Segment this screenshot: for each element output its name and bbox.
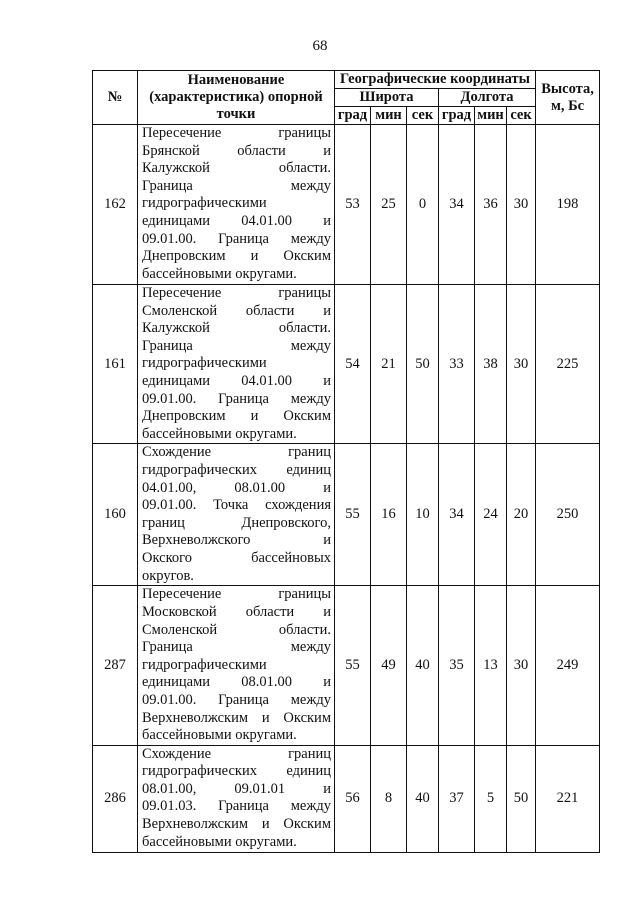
row-number: 286 [93,745,138,852]
cell-lon-sec: 30 [507,285,536,444]
description-line: Пересечение границы [142,285,331,301]
cell-lon-grad: 34 [439,125,475,285]
cell-height: 250 [536,444,600,586]
cell-lat-grad: 55 [335,444,371,586]
description-line: бассейновыми округами. [142,425,297,442]
table-row [93,745,600,852]
description-line: Калужской области. [142,320,331,337]
description-line: 08.01.00, 09.01.01 и [142,780,331,797]
row-description [138,745,335,852]
table-row [93,285,600,444]
row-description [138,586,335,745]
description-line: Верхневолжского и [142,532,331,549]
description-line: единицами 04.01.00 и [142,212,331,229]
description-line: Пересечение границы [142,125,331,141]
description-line: бассейновыми округами. [142,727,297,744]
description-line: 09.01.00. Граница между [142,691,331,708]
description-line: 09.01.00. Граница между [142,390,331,407]
description-line: гидрографических единиц [142,461,331,478]
cell-lat-grad: 53 [335,125,371,285]
cell-lon-sec: 20 [507,444,536,586]
description-line: бассейновыми округами. [142,265,297,282]
header-geo: Географические координаты [335,71,536,89]
description-line: Схождение границ [142,444,331,461]
cell-lat-min: 49 [371,586,407,745]
description-line: Днепровским и Окским [142,248,331,265]
description-line: границ Днепровского, [142,514,331,531]
description-line: Граница между [142,337,331,354]
description-line: 09.01.00. Граница между [142,230,331,247]
cell-lon-sec: 30 [507,586,536,745]
cell-height: 225 [536,285,600,444]
row-number: 287 [93,586,138,745]
header-lon-grad: град [439,107,475,125]
description-line: бассейновыми округами. [142,833,297,850]
cell-lat-sec: 0 [407,125,439,285]
description-line: 09.01.03. Граница между [142,798,331,815]
cell-lat-sec: 40 [407,586,439,745]
header-lat: Широта [335,89,439,107]
cell-lat-grad: 54 [335,285,371,444]
description-line: Днепровским и Окским [142,408,331,425]
cell-lat-grad: 56 [335,745,371,852]
cell-lon-min: 36 [475,125,507,285]
cell-height: 221 [536,745,600,852]
cell-lon-sec: 30 [507,125,536,285]
table-body [93,125,600,853]
cell-lon-grad: 34 [439,444,475,586]
description-line: Смоленской области и [142,302,331,319]
cell-lat-min: 25 [371,125,407,285]
row-number: 161 [93,285,138,444]
header-lon-min: мин [475,107,507,125]
row-description [138,125,335,285]
cell-lon-grad: 37 [439,745,475,852]
cell-lat-sec: 10 [407,444,439,586]
description-line: 09.01.00. Точка схождения [142,497,331,514]
cell-lat-min: 16 [371,444,407,586]
header-lon: Долгота [439,89,536,107]
cell-lon-min: 24 [475,444,507,586]
header-lat-min: мин [371,107,407,125]
description-line: округов. [142,567,194,584]
row-number: 160 [93,444,138,586]
description-line: Граница между [142,639,331,656]
cell-lon-min: 13 [475,586,507,745]
header-name: Наименование (характеристика) опорной точки [138,71,335,125]
cell-lon-grad: 33 [439,285,475,444]
cell-lon-min: 38 [475,285,507,444]
header-num: № [93,71,138,125]
row-description [138,285,335,444]
description-line: Граница между [142,177,331,194]
description-line: единицами 04.01.00 и [142,372,331,389]
cell-height: 249 [536,586,600,745]
header-height: Высота, м, Бс [536,71,600,125]
description-line: Калужской области. [142,160,331,177]
row-number: 162 [93,125,138,285]
description-line: Схождение границ [142,745,331,762]
header-lon-sec: сек [507,107,536,125]
header-lat-sec: сек [407,107,439,125]
description-line: единицами 08.01.00 и [142,674,331,691]
cell-lon-min: 5 [475,745,507,852]
cell-lon-sec: 50 [507,745,536,852]
table-header [93,71,600,125]
cell-lon-grad: 35 [439,586,475,745]
description-line: Брянской области и [142,142,331,159]
table-row [93,586,600,745]
description-line: 04.01.00, 08.01.00 и [142,479,331,496]
description-line: Верхневолжским и Окским [142,709,331,726]
description-line: Смоленской области. [142,621,331,638]
header-lat-grad: град [335,107,371,125]
description-line: Верхневолжским и Окским [142,816,331,833]
cell-lat-grad: 55 [335,586,371,745]
description-line: гидрографических единиц [142,763,331,780]
table-row [93,125,600,285]
cell-lat-sec: 50 [407,285,439,444]
table-row [93,444,600,586]
page-number: 68 [312,38,328,54]
description-line: гидрографическими [142,656,267,673]
cell-lat-min: 8 [371,745,407,852]
description-line: гидрографическими [142,195,267,212]
description-line: Пересечение границы [142,586,331,603]
cell-lat-sec: 40 [407,745,439,852]
coordinates-table [92,70,600,853]
description-line: гидрографическими [142,355,267,372]
description-line: Московской области и [142,603,331,620]
row-description [138,444,335,586]
cell-height: 198 [536,125,600,285]
description-line: Окского бассейновых [142,549,331,566]
cell-lat-min: 21 [371,285,407,444]
